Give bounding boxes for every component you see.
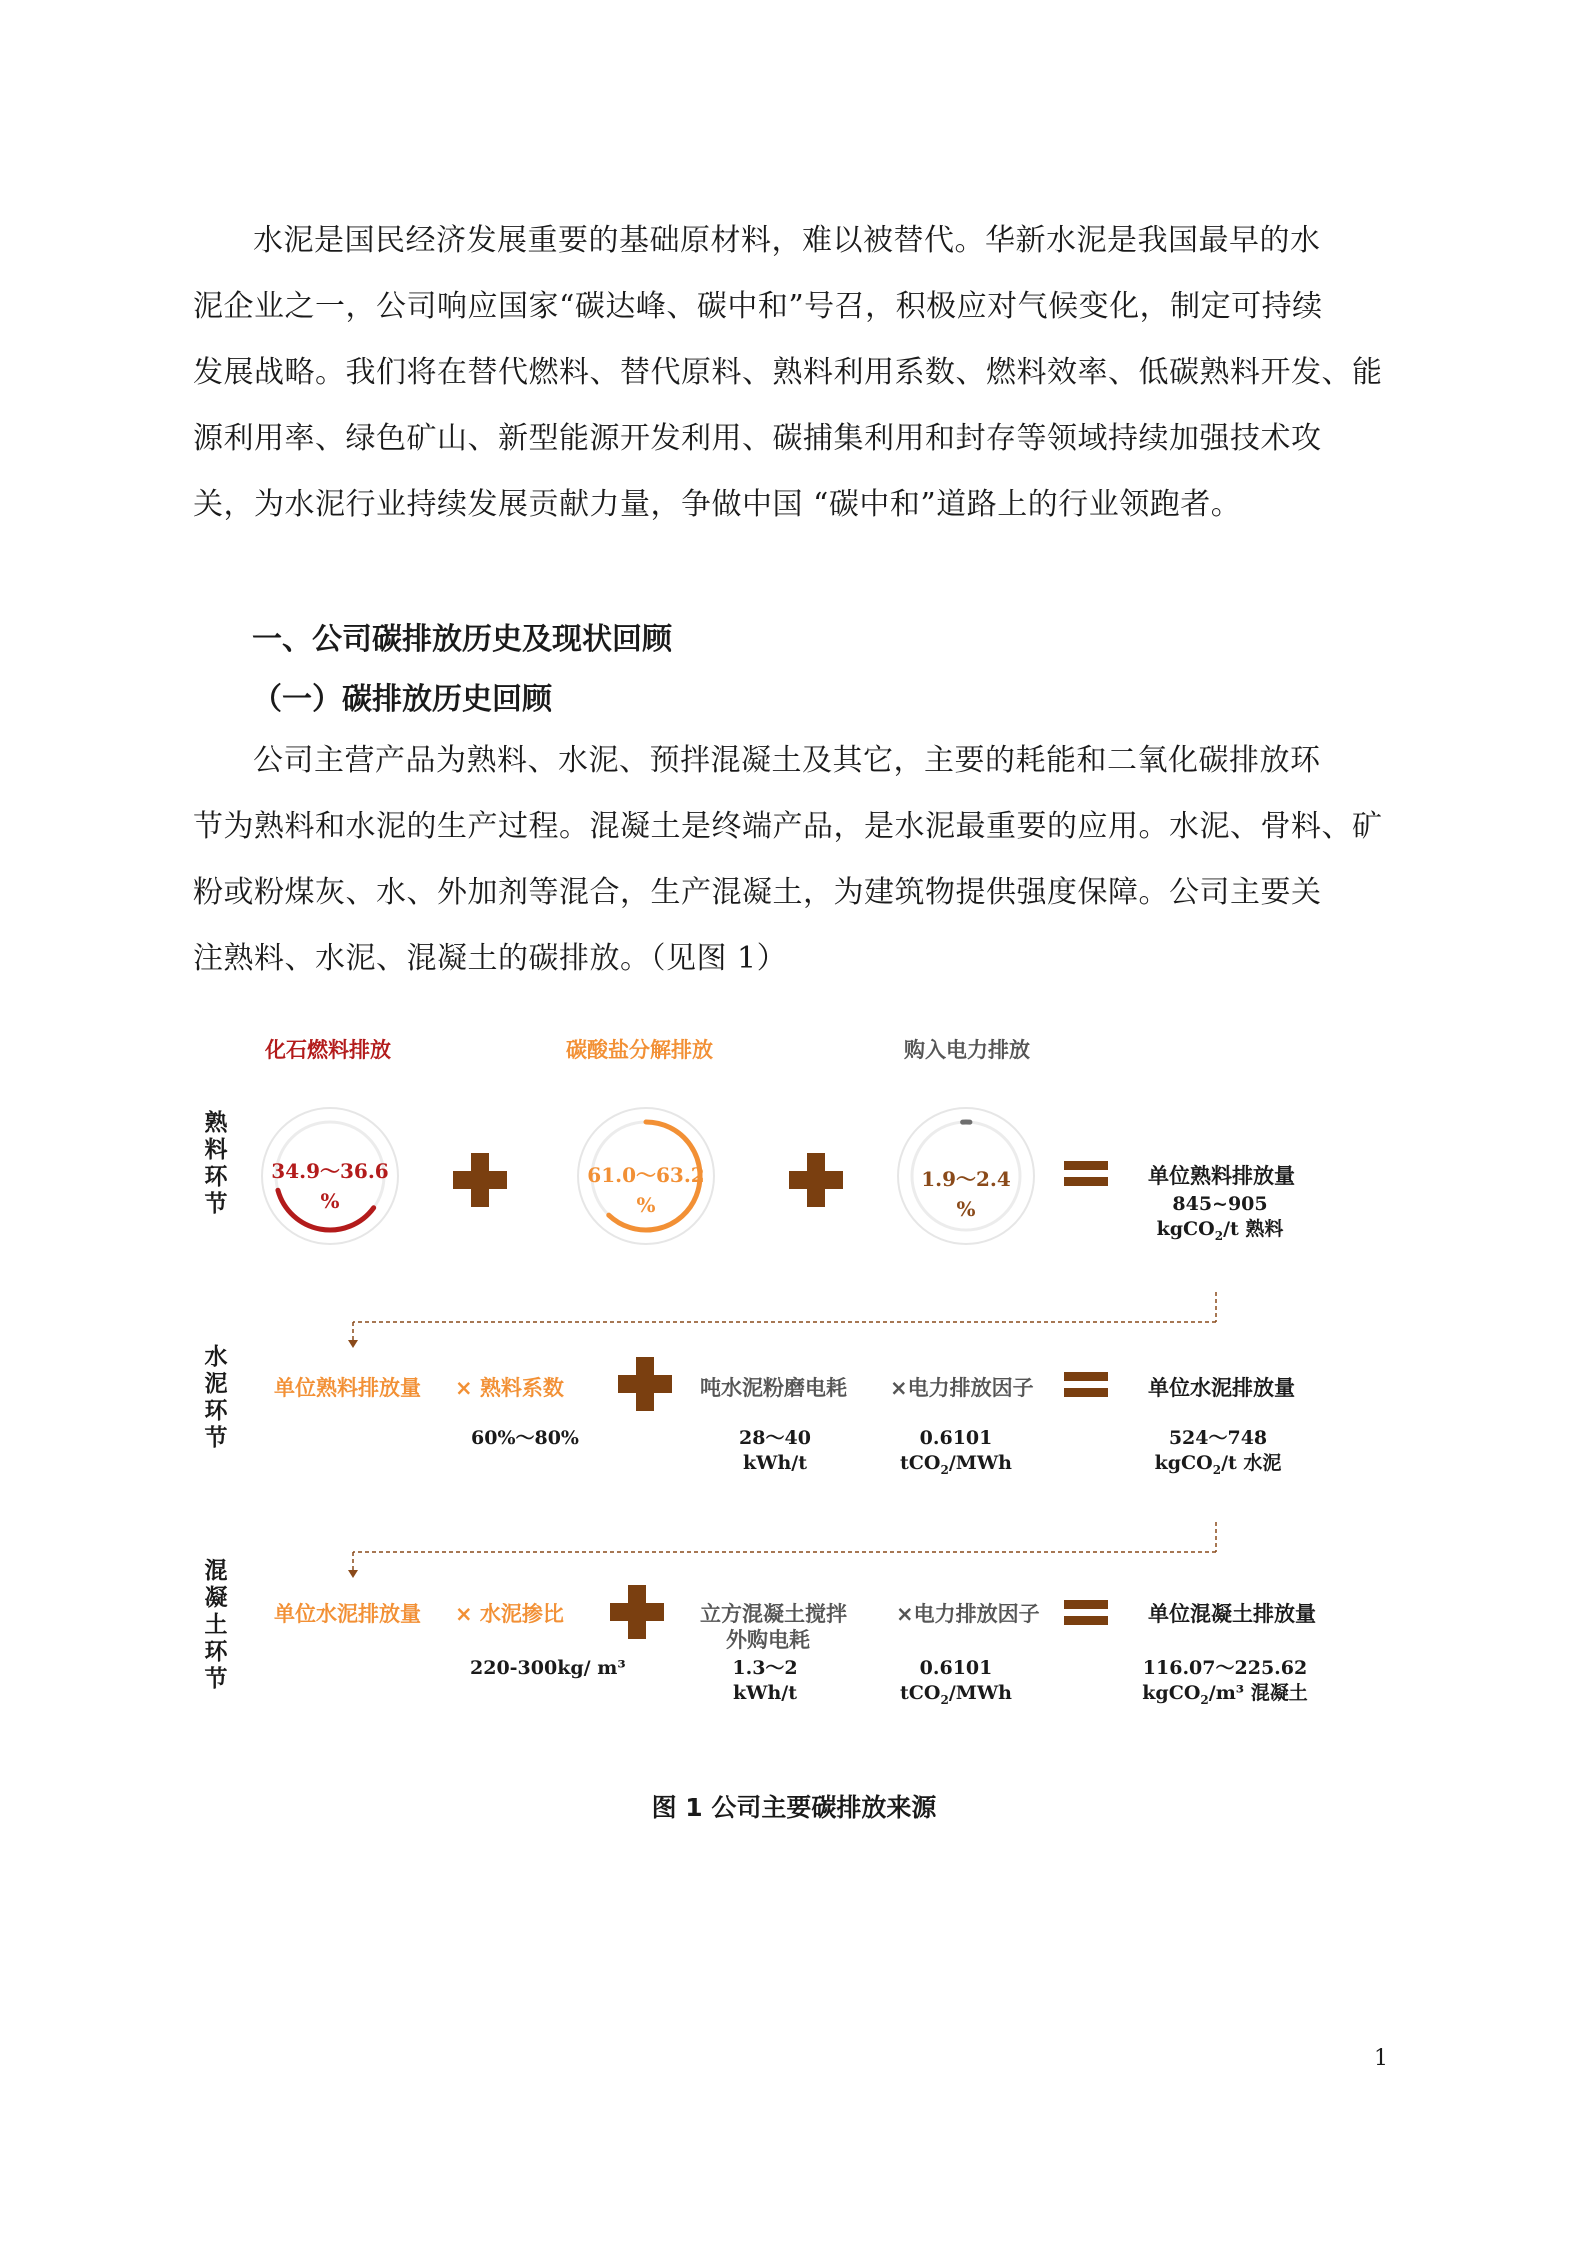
clinker-result-number: 845~905 xyxy=(1172,1193,1268,1215)
subsection-heading: （一）碳排放历史回顾 xyxy=(252,682,552,717)
circle3-unit: % xyxy=(956,1197,976,1221)
concrete-result-number: 116.07～225.62 xyxy=(1142,1657,1308,1679)
concrete-v3 xyxy=(710,1656,820,1706)
title-carbonate: 碳酸盐分解排放 xyxy=(566,1038,713,1062)
cement-v2: 60%～80% xyxy=(471,1427,579,1449)
circle1-text xyxy=(270,1156,390,1216)
cement-v4-unit: tCO$_2$/MWh xyxy=(900,1452,1012,1477)
body-line: 公司主营产品为熟料、水泥、预拌混凝土及其它，主要的耗能和二氧化碳排放环 xyxy=(253,743,1321,778)
section-heading: 一、公司碳排放历史及现状回顾 xyxy=(252,622,672,657)
equals-icon xyxy=(1064,1600,1108,1625)
cement-v3-unit: kWh/t xyxy=(742,1452,808,1474)
concrete-t1: 单位水泥排放量 xyxy=(274,1602,421,1626)
plus-icon xyxy=(453,1153,507,1207)
concrete-v3-number: 1.3～2 xyxy=(732,1657,798,1679)
equals-signs xyxy=(1064,1161,1108,1625)
cement-t2: × 熟料系数 xyxy=(455,1376,564,1400)
concrete-result-unit: kgCO$_2$/m³ 混凝土 xyxy=(1142,1682,1308,1707)
concrete-result-title: 单位混凝土排放量 xyxy=(1148,1602,1316,1626)
clinker-result-title: 单位熟料排放量 xyxy=(1148,1164,1295,1188)
cement-t3: 吨水泥粉磨电耗 xyxy=(700,1376,847,1400)
clinker-result-unit: kgCO$_2$/t 熟料 xyxy=(1156,1218,1284,1243)
concrete-t2: × 水泥掺比 xyxy=(455,1602,564,1626)
intro-line: 源利用率、绿色矿山、新型能源开发利用、碳捕集利用和封存等领域持续加强技术攻 xyxy=(193,421,1322,456)
circle2-range: 61.0～63.2 xyxy=(587,1163,705,1187)
title-electricity: 购入电力排放 xyxy=(904,1038,1030,1062)
connector-2 xyxy=(353,1522,1216,1572)
body-line: 节为熟料和水泥的生产过程。混凝土是终端产品，是水泥最重要的应用。水泥、骨料、矿 xyxy=(193,809,1383,844)
cement-result-unit: kgCO$_2$/t 水泥 xyxy=(1154,1452,1282,1477)
intro-line: 关，为水泥行业持续发展贡献力量，争做中国 “碳中和”道路上的行业领跑者。 xyxy=(193,487,1242,522)
concrete-v4-unit: tCO$_2$/MWh xyxy=(900,1682,1012,1707)
cement-result-title: 单位水泥排放量 xyxy=(1148,1376,1295,1400)
circle1-unit: % xyxy=(320,1189,340,1213)
connector-1 xyxy=(353,1292,1216,1342)
circle1-range: 34.9～36.6 xyxy=(271,1159,389,1183)
concrete-result xyxy=(1140,1656,1310,1713)
circle3-text xyxy=(906,1164,1026,1224)
body-line: 注熟料、水泥、混凝土的碳排放。（见图 1） xyxy=(193,941,788,976)
concrete-v3-unit: kWh/t xyxy=(732,1682,798,1704)
cement-t4: ×电力排放因子 xyxy=(890,1376,1034,1400)
plus-icon xyxy=(610,1585,664,1639)
cement-v3 xyxy=(720,1426,830,1476)
cement-v3-number: 28～40 xyxy=(739,1427,811,1449)
cement-v4 xyxy=(896,1426,1016,1483)
cement-v4-number: 0.6101 xyxy=(919,1427,993,1449)
title-fossil-fuel: 化石燃料排放 xyxy=(265,1038,391,1062)
body-line: 粉或粉煤灰、水、外加剂等混合，生产混凝土，为建筑物提供强度保障。公司主要关 xyxy=(193,875,1322,910)
intro-line: 水泥是国民经济发展重要的基础原材料，难以被替代。华新水泥是我国最早的水 xyxy=(253,223,1321,258)
concrete-t4: ×电力排放因子 xyxy=(896,1602,1040,1626)
row-label-cement: 水 泥 环 节 xyxy=(204,1344,228,1451)
cement-t1: 单位熟料排放量 xyxy=(274,1376,421,1400)
concrete-v4 xyxy=(896,1656,1016,1713)
intro-line: 发展战略。我们将在替代燃料、替代原料、熟料利用系数、燃料效率、低碳熟料开发、能 xyxy=(193,355,1383,390)
cement-result-number: 524～748 xyxy=(1168,1427,1268,1449)
row-label-concrete: 混 凝 土 环 节 xyxy=(204,1558,228,1692)
connector-2-arrow xyxy=(348,1570,358,1578)
clinker-result-value xyxy=(1150,1192,1290,1249)
circle3-range: 1.9～2.4 xyxy=(921,1167,1011,1191)
figure-caption: 图 1 公司主要碳排放来源 xyxy=(651,1793,937,1822)
concrete-t3b: 外购电耗 xyxy=(726,1628,810,1652)
concrete-v4-number: 0.6101 xyxy=(919,1657,993,1679)
cement-result xyxy=(1148,1426,1288,1483)
plus-icon xyxy=(789,1153,843,1207)
equals-icon xyxy=(1064,1161,1108,1186)
circle2-unit: % xyxy=(636,1193,656,1217)
equals-icon xyxy=(1064,1372,1108,1397)
concrete-v2: 220-300kg/ m³ xyxy=(470,1657,626,1679)
page-number: 1 xyxy=(1374,2046,1388,2071)
circle2-text xyxy=(586,1160,706,1220)
connector-1-arrow xyxy=(348,1340,358,1348)
intro-line: 泥企业之一，公司响应国家“碳达峰、碳中和”号召，积极应对气候变化，制定可持续 xyxy=(193,289,1323,324)
concrete-t3a: 立方混凝土搅拌 xyxy=(700,1602,847,1626)
plus-icon xyxy=(618,1357,672,1411)
row-label-clinker: 熟 料 环 节 xyxy=(204,1110,228,1217)
